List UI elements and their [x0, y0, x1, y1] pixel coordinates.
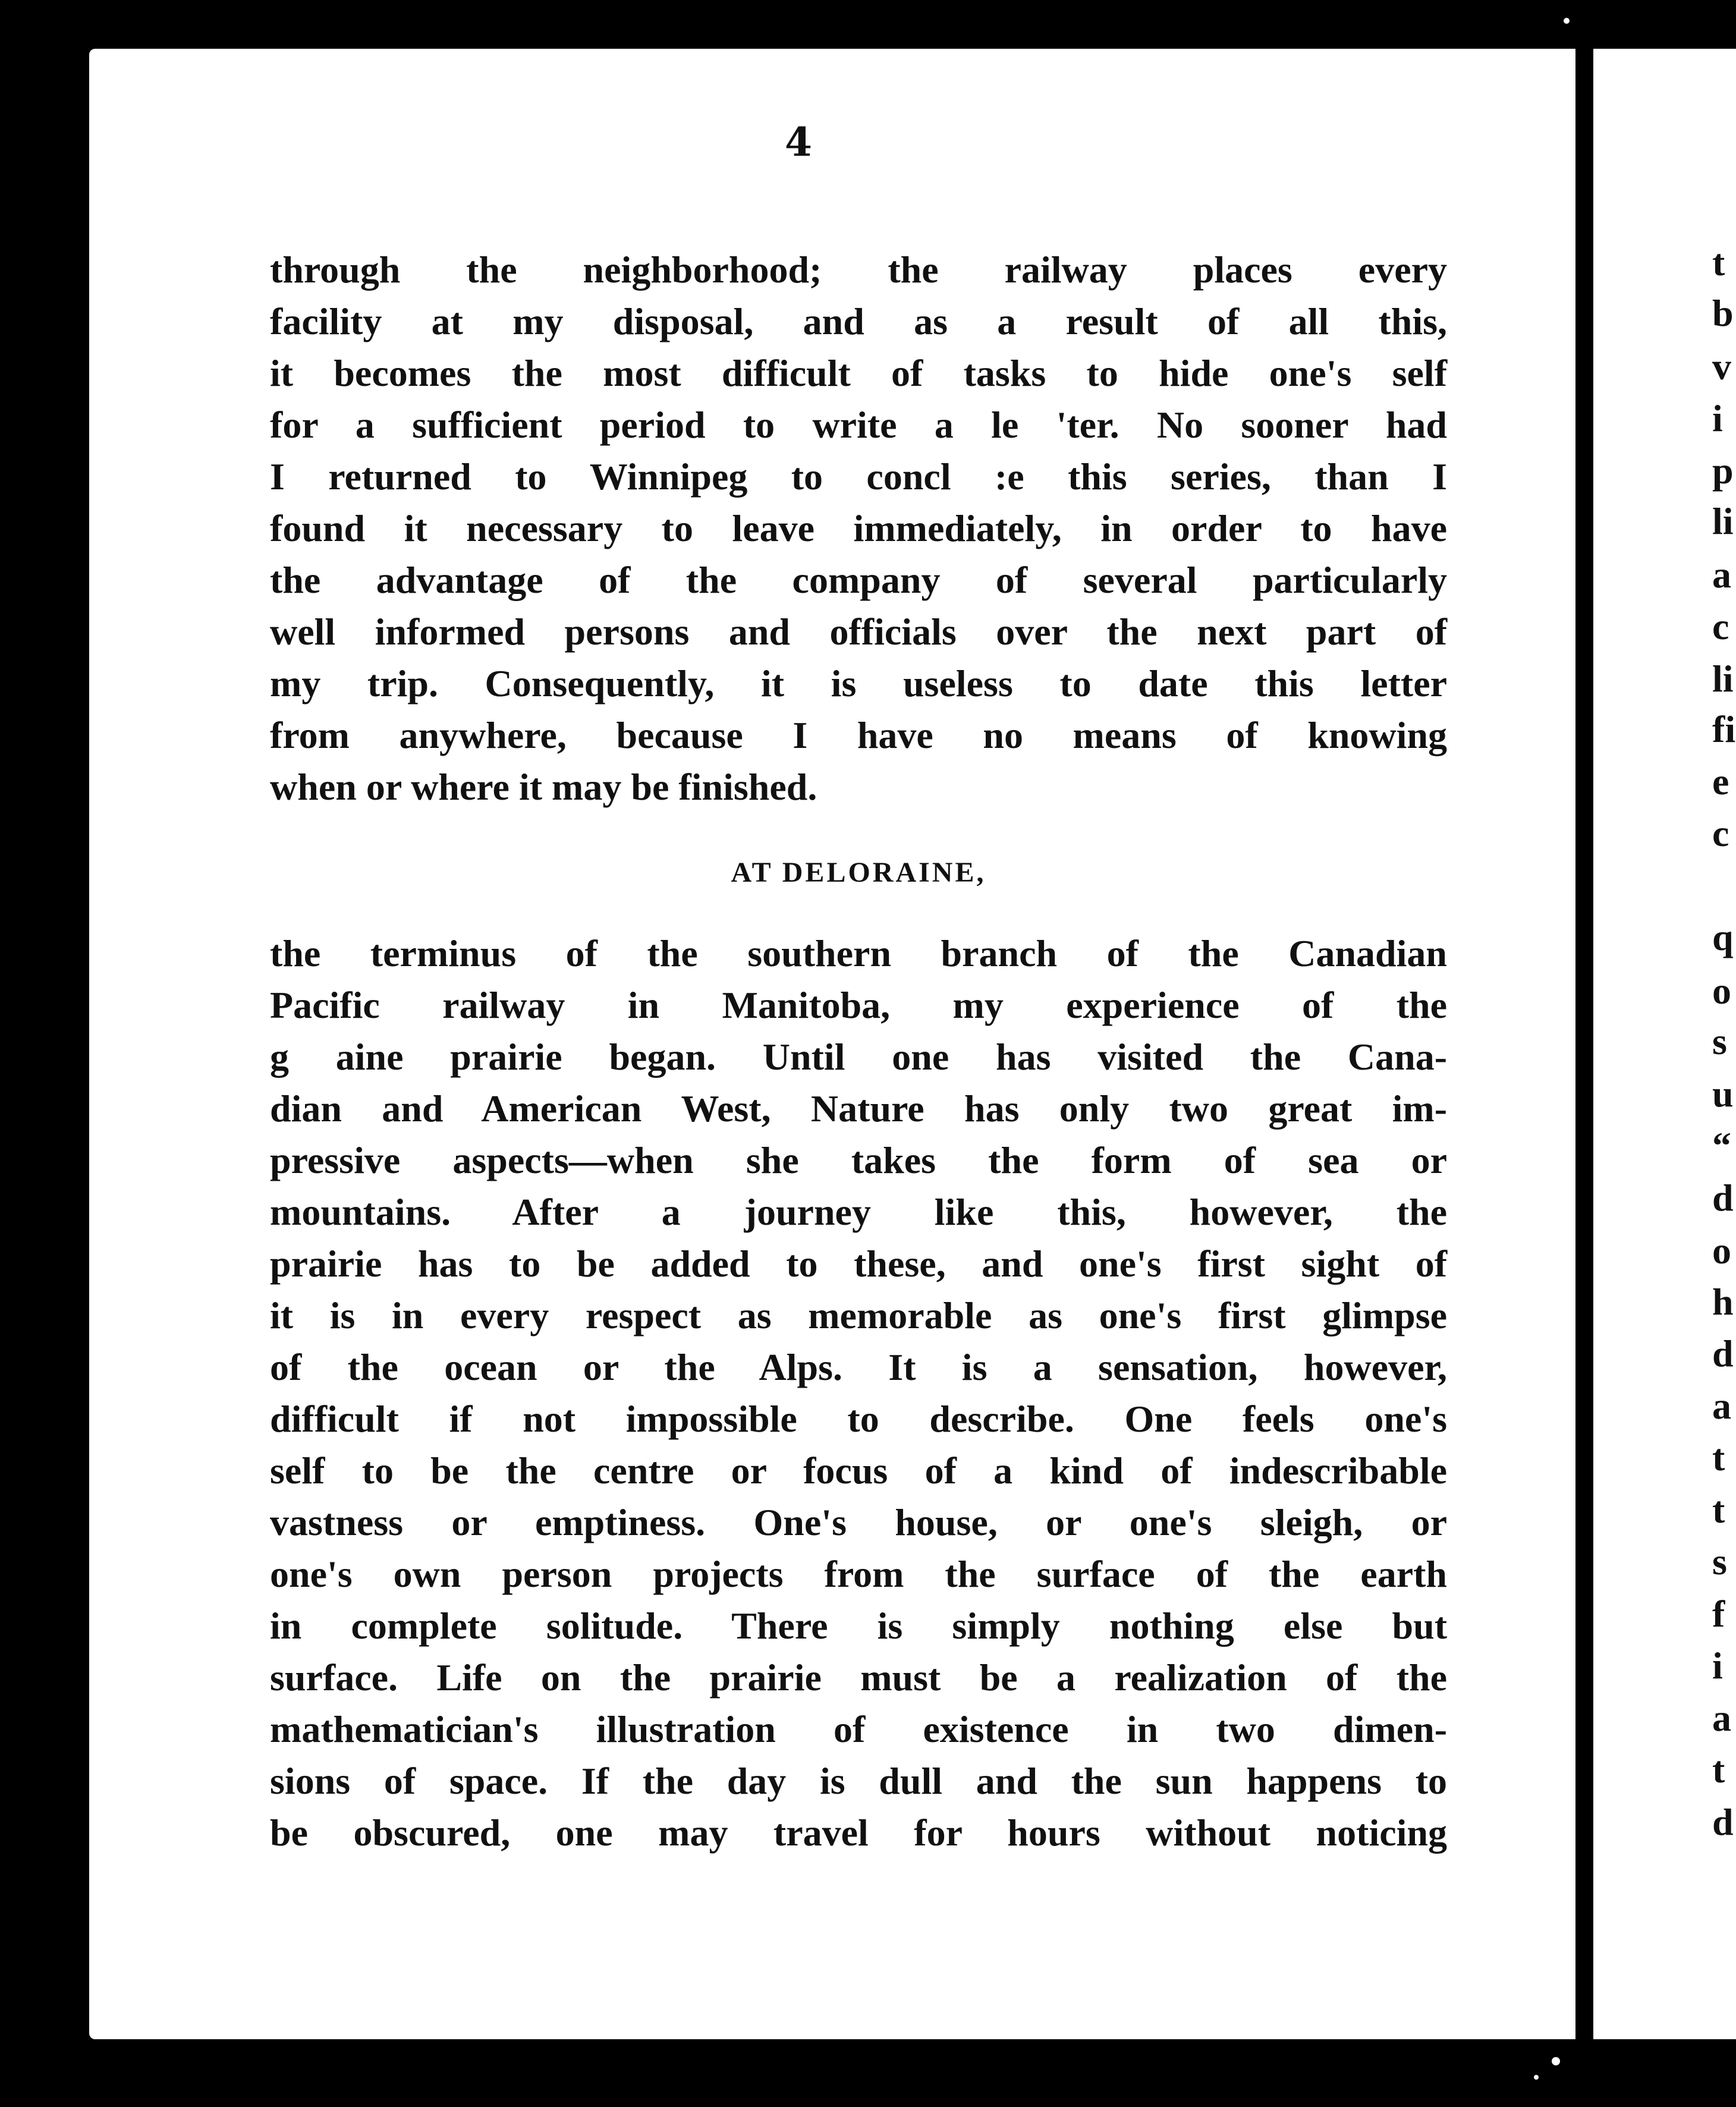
text-line: pressive aspects—when she takes the form of sea or	[270, 1139, 1447, 1181]
facing-page-letter: i	[1712, 397, 1723, 439]
text-line: when or where it may be finished.	[270, 766, 817, 808]
facing-page-letter: s	[1712, 1540, 1727, 1583]
facing-page-letter: b	[1712, 292, 1734, 334]
facing-page-letter: h	[1712, 1281, 1734, 1323]
facing-page-letter: e	[1712, 760, 1729, 803]
facing-page-letter: d	[1712, 1332, 1734, 1375]
facing-page-letter: q	[1712, 916, 1734, 958]
text-line: my trip. Consequently, it is useless to date this letter	[270, 662, 1447, 705]
text-line: through the neighborhood; the railway places every	[270, 249, 1447, 291]
facing-page-letter: t	[1712, 1436, 1725, 1479]
facing-page-letter: u	[1712, 1073, 1734, 1115]
paragraph-opening	[270, 244, 1447, 813]
scan-speck	[1552, 2057, 1560, 2065]
text-line: I returned to Winnipeg to concl :e this series, than I	[270, 455, 1447, 498]
text-line: in complete solitude. There is simply nothing else but	[270, 1605, 1447, 1647]
facing-page-letter: o	[1712, 1229, 1731, 1272]
text-line: one's own person projects from the surface of the earth	[270, 1553, 1447, 1595]
scan-speck	[1534, 2075, 1539, 2080]
text-line: g aine prairie began. Until one has visited the Cana-	[270, 1036, 1447, 1078]
paragraph-deloraine	[270, 927, 1447, 1858]
facing-page-letter: v	[1712, 345, 1731, 388]
section-heading: AT DELORAINE,	[731, 857, 986, 888]
text-line: the terminus of the southern branch of the Canadian	[270, 932, 1447, 974]
facing-page-letter: d	[1712, 1801, 1734, 1843]
facing-page-letter: p	[1712, 449, 1734, 492]
text-line: mountains. After a journey like this, however, the	[270, 1191, 1447, 1233]
text-line: for a sufficient period to write a le 'ter. No sooner had	[270, 404, 1447, 446]
facing-page-letter: “	[1712, 1124, 1731, 1166]
facing-page-letter: c	[1712, 605, 1729, 647]
text-line: facility at my disposal, and as a result of all this,	[270, 300, 1447, 342]
facing-page-letter: a	[1712, 1697, 1731, 1739]
text-line: dian and American West, Nature has only two great im-	[270, 1087, 1447, 1130]
facing-page-letter: t	[1712, 241, 1725, 284]
text-line: sions of space. If the day is dull and the sun happens to	[270, 1760, 1447, 1802]
scan-speck	[1564, 18, 1570, 24]
facing-page-letter: t	[1712, 1749, 1725, 1791]
facing-page-letter: li	[1712, 658, 1734, 700]
text-line: of the ocean or the Alps. It is a sensation, however,	[270, 1346, 1447, 1388]
text-line: self to be the centre or focus of a kind of indescribable	[270, 1449, 1447, 1492]
facing-page-letter: i	[1712, 1644, 1723, 1687]
facing-page-letter: o	[1712, 970, 1731, 1012]
text-line: it is in every respect as memorable as one's first glimpse	[270, 1294, 1447, 1336]
facing-page-letter: c	[1712, 812, 1729, 854]
text-line: from anywhere, because I have no means of knowing	[270, 714, 1447, 756]
facing-page-letter: a	[1712, 554, 1731, 596]
text-line: found it necessary to leave immediately, in order to have	[270, 507, 1447, 549]
facing-page-letter: fi	[1712, 708, 1736, 750]
facing-page-letter: t	[1712, 1489, 1725, 1531]
facing-page-letter: li	[1712, 500, 1734, 542]
text-line: difficult if not impossible to describe. One feels one's	[270, 1398, 1447, 1440]
facing-page-letter: f	[1712, 1593, 1725, 1635]
facing-page-letter: d	[1712, 1177, 1734, 1219]
facing-page-letter: a	[1712, 1385, 1731, 1427]
text-line: well informed persons and officials over the next part of	[270, 611, 1447, 653]
text-line: it becomes the most difficult of tasks to hide one's self	[270, 352, 1447, 394]
text-line: mathematician's illustration of existence in two dimen-	[270, 1708, 1447, 1750]
text-line: be obscured, one may travel for hours without noticing	[270, 1812, 1447, 1854]
text-line: prairie has to be added to these, and one's first sight of	[270, 1243, 1447, 1285]
text-line: surface. Life on the prairie must be a realization of the	[270, 1656, 1447, 1699]
page-number: 4	[785, 119, 812, 165]
text-line: vastness or emptiness. One's house, or one's sleigh, or	[270, 1501, 1447, 1543]
facing-page-letter: s	[1712, 1020, 1727, 1062]
page-gutter	[1575, 0, 1593, 2107]
text-line: the advantage of the company of several particularly	[270, 559, 1447, 601]
text-line: Pacific railway in Manitoba, my experience of the	[270, 984, 1447, 1026]
